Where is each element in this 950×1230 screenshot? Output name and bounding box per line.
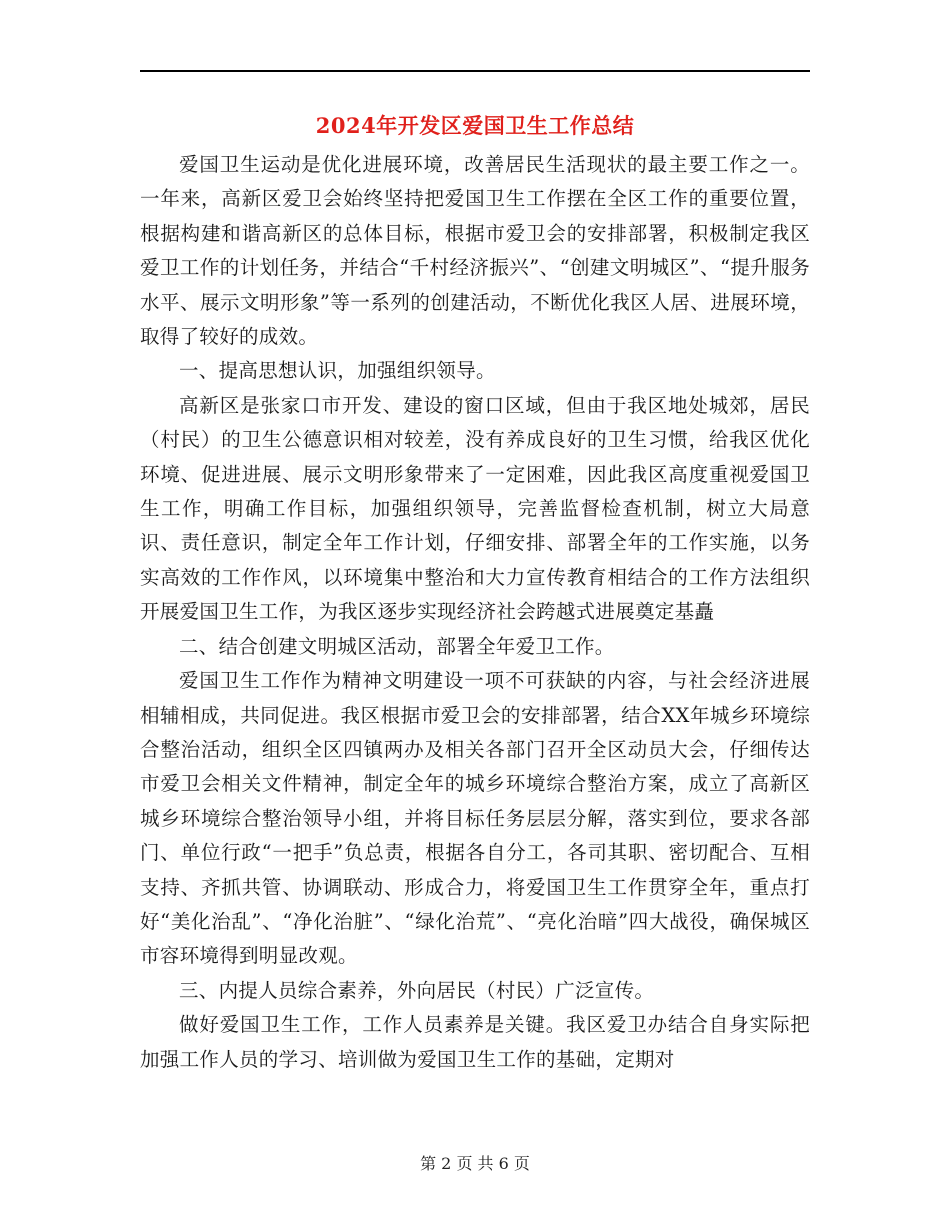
paragraph-section-1: 高新区是张家口市开发、建设的窗口区域，但由于我区地处城郊，居民（村民）的卫生公德意识相对较差，没有养成良好的卫生习惯，给我区优化环境、促进进展、展示文明形象带来了一定困难，因此我区高度重视爱国卫生工作，明确工作目标，加强组织领导，完善监督检查机制，树立大局意识、责任意识，制定全年工作计划，仔细安排、部署全年的工作实施，以务实高效的工作作风，以环境集中整治和大力宣传教育相结合的工作方法组织开展爱国卫生工作，为我区逐步实现经济社会跨越式进展奠定基矗: [140, 393, 810, 624]
section-heading-1: 一、提高思想认识，加强组织领导。: [179, 359, 496, 383]
paragraph-intro: 爱国卫生运动是优化进展环境，改善居民生活现状的最主要工作之一。一年来，高新区爱卫会始终坚持把爱国卫生工作摆在全区工作的重要位置，根据构建和谐高新区的总体目标，根据市爱卫会的安排部署，积极制定我区爱卫工作的计划任务，并结合“千村经济振兴”、“创建文明城区”、“提升服务水平、展示文明形象”等一系列的创建活动，不断优化我区人居、进展环境，取得了较好的成效。: [140, 153, 810, 349]
header-rule: [140, 70, 810, 72]
section-heading-2: 二、结合创建文明城区活动，部署全年爱卫工作。: [179, 634, 615, 658]
section-heading-3: 三、内提人员综合素养，外向居民（村民）广泛宣传。: [179, 978, 655, 1002]
page-number-footer: 第 2 页 共 6 页: [420, 1154, 530, 1173]
paragraph-section-3: 做好爱国卫生工作，工作人员素养是关键。我区爱卫办结合自身实际把加强工作人员的学习、培训做为爱国卫生工作的基础，定期对: [140, 1013, 810, 1071]
document-title: 2024年开发区爱国卫生工作总结: [315, 113, 635, 138]
document-body: [140, 148, 810, 1077]
paragraph-section-2: 爱国卫生工作作为精神文明建设一项不可获缺的内容，与社会经济进展相辅相成，共同促进。我区根据市爱卫会的安排部署，结合XX年城乡环境综合整治活动，组织全区四镇两办及相关各部门召开全区动员大会，仔细传达市爱卫会相关文件精神，制定全年的城乡环境综合整治方案，成立了高新区城乡环境综合整治领导小组，并将目标任务层层分解，落实到位，要求各部门、单位行政“一把手”负总责，根据各自分工，各司其职、密切配合、互相支持、齐抓共管、协调联动、形成合力，将爱国卫生工作贯穿全年，重点打好“美化治乱”、“净化治脏”、“绿化治荒”、“亮化治暗”四大战役，确保城区市容环境得到明显改观。: [140, 669, 810, 968]
